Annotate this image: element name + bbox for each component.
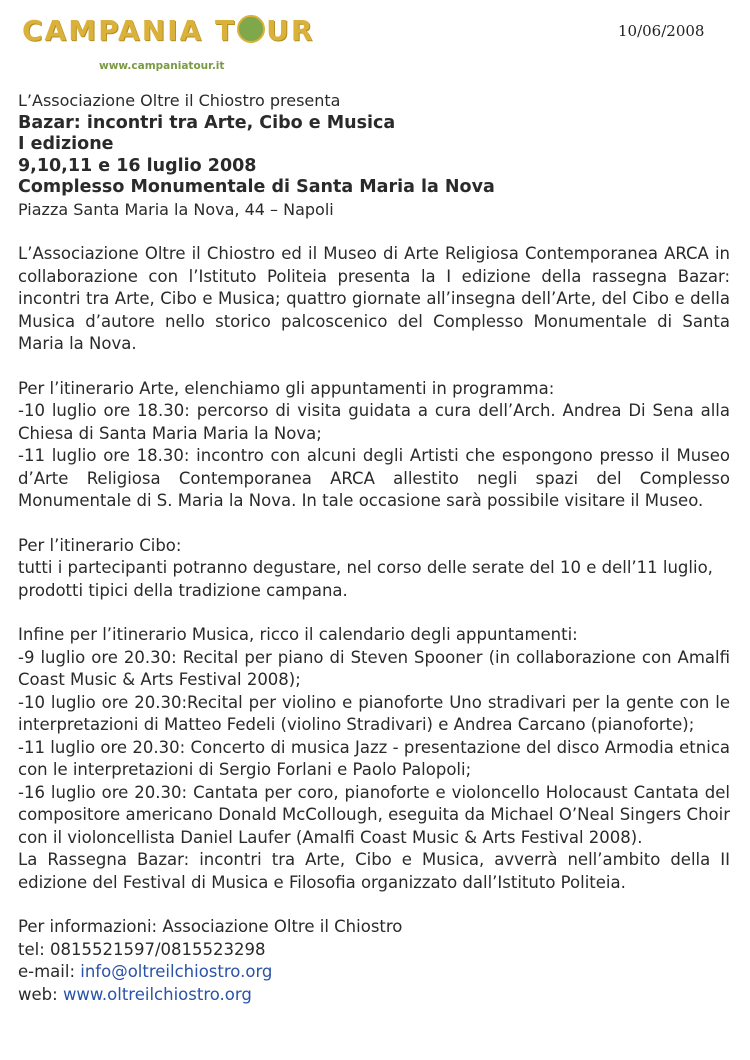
- campania-tour-logo: [22, 14, 314, 47]
- arte-item-1: -10 luglio ore 18.30: percorso di visita guidata a cura dell’Arch. Andrea Di Sena alla Chiesa di Santa Maria Maria la Nova;: [18, 401, 730, 443]
- globe-icon: [237, 15, 265, 43]
- musica-item-3: -11 luglio ore 20.30: Concerto di musica Jazz - presentazione del disco Armodia etnica con le interpretazioni di Sergio Forlani e Paolo Palopoli;: [18, 737, 730, 779]
- description-paragraph: L’Associazione Oltre il Chiostro ed il Museo di Arte Religiosa Contemporanea ARCA in collaborazione con l’Istituto Politeia presenta la I edizione della rassegna Bazar: incontri tra Arte, Cibo e Musica; quattro giornate all’insegna dell’Arte, del Cibo e della Musica d’autore nello storico palcoscenico del Complesso Monumentale di Santa Maria la Nova.: [18, 244, 730, 353]
- logo-text: CAMPANIA T: [22, 14, 237, 47]
- contact-info-line: Per informazioni: Associazione Oltre il Chiostro: [18, 917, 403, 936]
- event-title: Bazar: incontri tra Arte, Cibo e Musica: [18, 112, 396, 133]
- contact-email-line: [18, 961, 730, 984]
- document-body: [18, 90, 730, 1006]
- cibo-intro: Per l’itinerario Cibo:: [18, 535, 182, 555]
- web-link[interactable]: www.oltreilchiostro.org: [62, 984, 252, 1004]
- cibo-text: tutti i partecipanti potranno degustare, nel corso delle serate del 10 e dell’11 luglio, prodotti tipici della tradizione campana.: [18, 558, 713, 600]
- musica-intro: Infine per l’itinerario Musica, ricco il calendario degli appuntamenti:: [18, 625, 578, 644]
- logo-text-end: UR: [266, 14, 315, 47]
- email-label: e-mail:: [18, 962, 81, 981]
- arte-intro: Per l’itinerario Arte, elenchiamo gli appuntamenti in programma:: [18, 378, 555, 398]
- event-dates: 9,10,11 e 16 luglio 2008: [18, 155, 257, 176]
- presenter-line: L’Associazione Oltre il Chiostro presenta: [18, 91, 341, 110]
- email-link[interactable]: info@oltreilchiostro.org: [80, 962, 273, 981]
- arte-item-2: -11 luglio ore 18.30: incontro con alcuni degli Artisti che espongono presso il Museo d’Arte Religiosa Contemporanea ARCA allestito negli spazi del Complesso Monumentale di S. Maria la Nova. In tale occasione sarà possibile visitare il Museo.: [18, 446, 730, 510]
- event-address: Piazza Santa Maria la Nova, 44 – Napoli: [18, 199, 334, 219]
- logo-url: www.campaniatour.it: [99, 60, 225, 72]
- contact-web-line: [18, 984, 730, 1007]
- event-edition: I edizione: [18, 134, 114, 154]
- event-venue: Complesso Monumentale di Santa Maria la Nova: [18, 177, 495, 197]
- closing-paragraph: La Rassegna Bazar: incontri tra Arte, Cibo e Musica, avverrà nell’ambito della II edizione del Festival di Musica e Filosofia organizzato dall’Istituto Politeia.: [18, 850, 730, 892]
- musica-item-2: -10 luglio ore 20.30:Recital per violino e pianoforte Uno stradivari per la gente con le interpretazioni di Matteo Fedeli (violino Stradivari) e Andrea Carcano (pianoforte);: [18, 692, 730, 734]
- web-label: web:: [18, 984, 63, 1004]
- musica-item-4: -16 luglio ore 20.30: Cantata per coro, pianoforte e violoncello Holocaust Cantata del compositore americano Donald McCollough, eseguita da Michael O’Neal Singers Choir con il violoncellista Daniel Laufer (Amalfi Coast Music & Arts Festival 2008).: [18, 782, 730, 847]
- musica-item-1: -9 luglio ore 20.30: Recital per piano di Steven Spooner (in collaborazione con Amalfi Coast Music & Arts Festival 2008);: [18, 647, 730, 689]
- page-header: [0, 0, 750, 80]
- contact-tel: tel: 0815521597/0815523298: [18, 939, 266, 959]
- document-date: 10/06/2008: [618, 22, 705, 40]
